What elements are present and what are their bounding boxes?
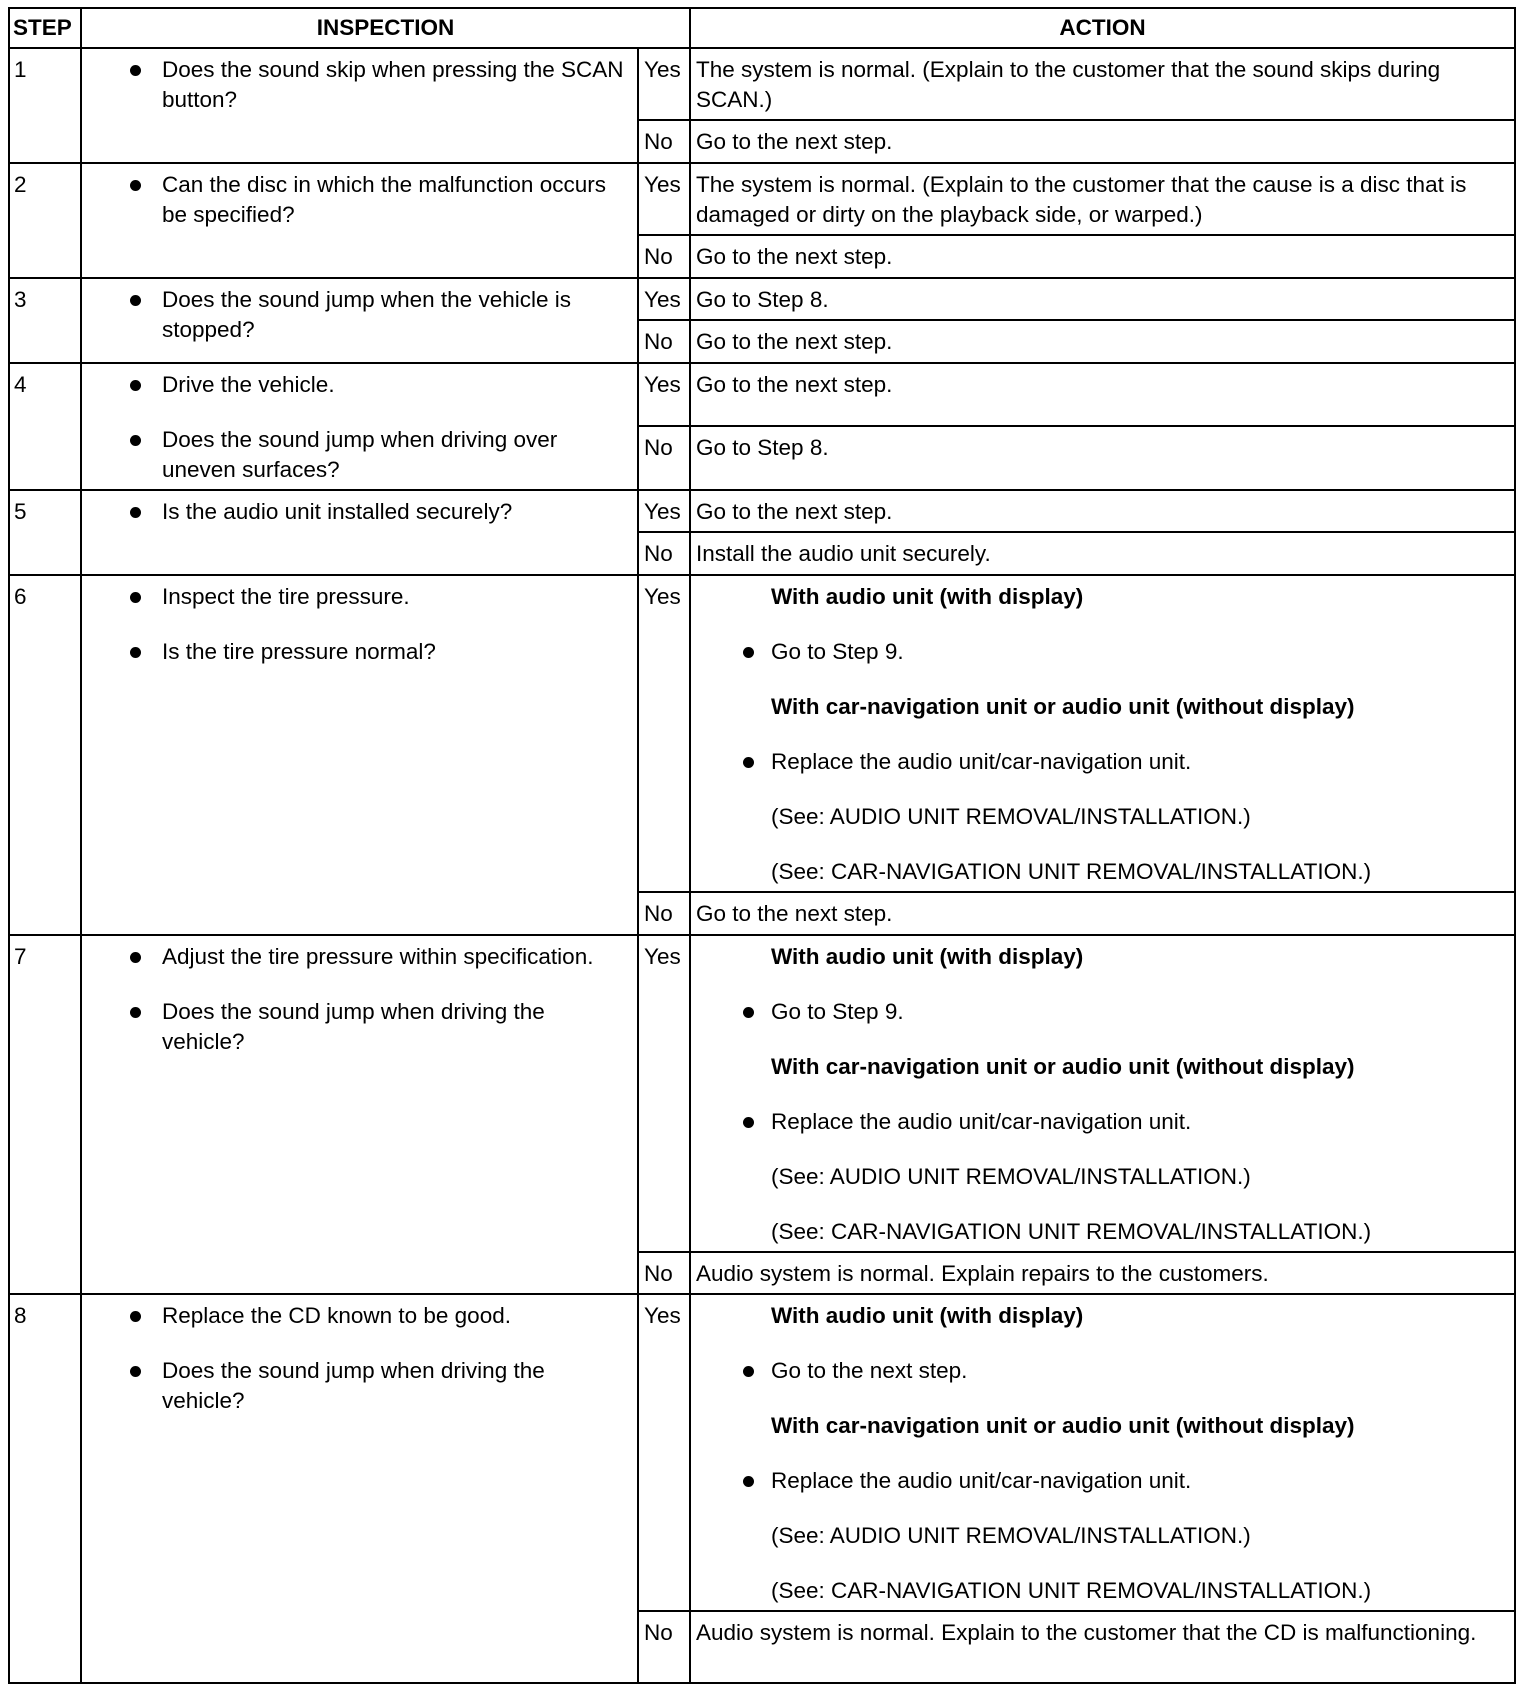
action-bullet-display: Go to Step 9. [696,997,1506,1027]
header-inspection: INSPECTION [81,8,690,48]
answer-no: No [638,1611,690,1683]
table-row [9,1294,1515,1611]
action-yes: Go to the next step. [690,490,1515,532]
action-no: Go to the next step. [690,892,1515,935]
answer-yes: Yes [638,490,690,532]
inspection-item: Does the sound jump when driving the vehicle? [82,997,629,1057]
inspection-item: Does the sound jump when driving over uneven surfaces? [82,425,629,485]
action-yes: Go to Step 8. [690,278,1515,320]
answer-no: No [638,426,690,490]
inspection-cell [81,575,638,935]
action-bullet-nav: Replace the audio unit/car-navigation unit. [696,1466,1506,1496]
inspection-item: Is the audio unit installed securely? [82,497,629,527]
answer-yes: Yes [638,48,690,120]
table-row [9,935,1515,1252]
inspection-cell [81,490,638,575]
action-bullet-nav: Replace the audio unit/car-navigation unit. [696,1107,1506,1137]
step-number: 5 [9,490,81,575]
answer-yes: Yes [638,935,690,1252]
step-number: 3 [9,278,81,363]
table-row [9,278,1515,320]
action-bullet-nav: Replace the audio unit/car-navigation unit. [696,747,1506,777]
see-audio-reference: (See: AUDIO UNIT REMOVAL/INSTALLATION.) [771,1164,1251,1189]
step-number: 2 [9,163,81,278]
see-audio-reference: (See: AUDIO UNIT REMOVAL/INSTALLATION.) [771,804,1251,829]
inspection-item: Drive the vehicle. [82,370,629,400]
answer-yes: Yes [638,1294,690,1611]
answer-yes: Yes [638,278,690,320]
action-no: Go to the next step. [690,120,1515,163]
action-heading-display: With audio unit (with display) [771,584,1084,609]
see-nav-reference: (See: CAR-NAVIGATION UNIT REMOVAL/INSTALLATION.) [771,1578,1372,1603]
step-number: 7 [9,935,81,1294]
action-heading-nav: With car-navigation unit or audio unit (without display) [771,1413,1355,1438]
action-heading-display: With audio unit (with display) [771,944,1084,969]
inspection-item: Does the sound skip when pressing the SCAN button? [82,55,629,115]
inspection-item: Adjust the tire pressure within specification. [82,942,629,972]
inspection-item: Does the sound jump when driving the vehicle? [82,1356,629,1416]
inspection-item: Inspect the tire pressure. [82,582,629,612]
see-audio-reference: (See: AUDIO UNIT REMOVAL/INSTALLATION.) [771,1523,1251,1548]
inspection-cell [81,163,638,278]
action-no: Go to the next step. [690,320,1515,363]
header-action: ACTION [690,8,1515,48]
action-yes: The system is normal. (Explain to the customer that the sound skips during SCAN.) [690,48,1515,120]
answer-no: No [638,120,690,163]
inspection-cell [81,935,638,1294]
step-number: 6 [9,575,81,935]
inspection-cell [81,278,638,363]
table-row [9,575,1515,892]
action-yes [690,1294,1515,1611]
see-nav-reference: (See: CAR-NAVIGATION UNIT REMOVAL/INSTALLATION.) [771,1219,1372,1244]
action-yes: Go to the next step. [690,363,1515,426]
step-number: 4 [9,363,81,490]
inspection-item: Is the tire pressure normal? [82,637,629,667]
table-row [9,363,1515,426]
action-heading-display: With audio unit (with display) [771,1303,1084,1328]
action-yes [690,935,1515,1252]
answer-yes: Yes [638,575,690,892]
answer-yes: Yes [638,163,690,235]
action-heading-nav: With car-navigation unit or audio unit (without display) [771,1054,1355,1079]
action-bullet-display: Go to the next step. [696,1356,1506,1386]
answer-no: No [638,892,690,935]
answer-no: No [638,1252,690,1294]
inspection-cell [81,1294,638,1683]
answer-no: No [638,235,690,278]
action-no: Go to the next step. [690,235,1515,278]
table-row [9,48,1515,120]
see-nav-reference: (See: CAR-NAVIGATION UNIT REMOVAL/INSTALLATION.) [771,859,1372,884]
inspection-item: Can the disc in which the malfunction occurs be specified? [82,170,629,230]
action-no: Install the audio unit securely. [690,532,1515,575]
inspection-item: Does the sound jump when the vehicle is stopped? [82,285,629,345]
inspection-cell [81,363,638,490]
answer-yes: Yes [638,363,690,426]
troubleshooting-table [8,7,1516,1684]
action-bullet-display: Go to Step 9. [696,637,1506,667]
action-yes: The system is normal. (Explain to the customer that the cause is a disc that is damaged or dirty on the playback side, or warped.) [690,163,1515,235]
action-yes [690,575,1515,892]
action-no: Audio system is normal. Explain to the customer that the CD is malfunctioning. [690,1611,1515,1683]
table-row [9,163,1515,235]
inspection-item: Replace the CD known to be good. [82,1301,629,1331]
answer-no: No [638,532,690,575]
step-number: 1 [9,48,81,163]
header-step: STEP [9,8,81,48]
table-header-row [9,8,1515,48]
action-heading-nav: With car-navigation unit or audio unit (without display) [771,694,1355,719]
action-no: Go to Step 8. [690,426,1515,490]
action-no: Audio system is normal. Explain repairs to the customers. [690,1252,1515,1294]
inspection-cell [81,48,638,163]
step-number: 8 [9,1294,81,1683]
answer-no: No [638,320,690,363]
table-row [9,490,1515,532]
